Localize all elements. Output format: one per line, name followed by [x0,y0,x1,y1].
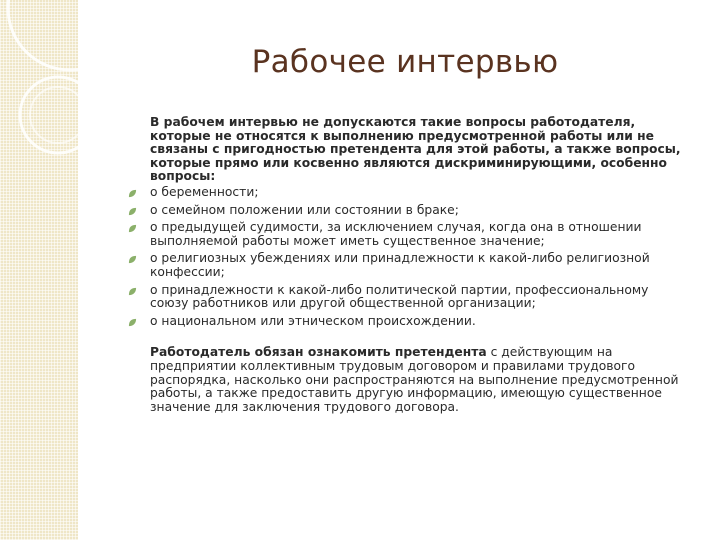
leaf-bullet-icon [128,224,137,233]
list-item-text: о предыдущей судимости, за исключением случая, когда она в отношении выполняемой работы может иметь существенное значение; [150,220,642,248]
list-item [128,315,688,329]
list-item [128,284,688,311]
list-item [128,204,688,218]
list-item-text: о беременности; [150,184,259,199]
list-item-text: о принадлежности к какой-либо политической партии, профессиональному союзу работников или другой общественной организации; [150,282,649,311]
slide-body [128,116,688,414]
leaf-bullet-icon [128,207,137,216]
closing-paragraph [150,346,688,414]
slide-title: Рабочее интервью [251,44,559,80]
decorative-circles-icon [0,0,78,540]
list-item-text: о национальном или этническом происхождении. [150,313,476,328]
list-item [128,221,688,248]
closing-text: с действующим на предприятии коллективным трудовым договором и правилами трудового распорядка, насколько они распространяются на выполнение предусмотренной работы, а также предоставить другую информацию, имеющую существенное значение для заключения трудового договора. [150,345,679,414]
closing-bold-text: Работодатель обязан ознакомить претендента [150,345,487,360]
list-item-text: о семейном положении или состоянии в браке; [150,202,459,217]
list-item [128,186,688,200]
decorative-side-strip [0,0,78,540]
leaf-bullet-icon [128,189,137,198]
question-list [128,186,688,328]
list-item [128,252,688,279]
list-item-text: о религиозных убеждениях или принадлежности к какой-либо религиозной конфессии; [150,251,650,279]
leaf-bullet-icon [128,287,137,296]
intro-paragraph: В рабочем интервью не допускаются такие вопросы работодателя, которые не относятся к выполнению предусмотренной работы или не связаны с пригодностью претендента для этой работы, а также вопросы, которые прямо или косвенно являются дискриминирующими, особенно вопросы: [150,115,681,184]
leaf-bullet-icon [128,255,137,264]
leaf-bullet-icon [128,318,137,327]
